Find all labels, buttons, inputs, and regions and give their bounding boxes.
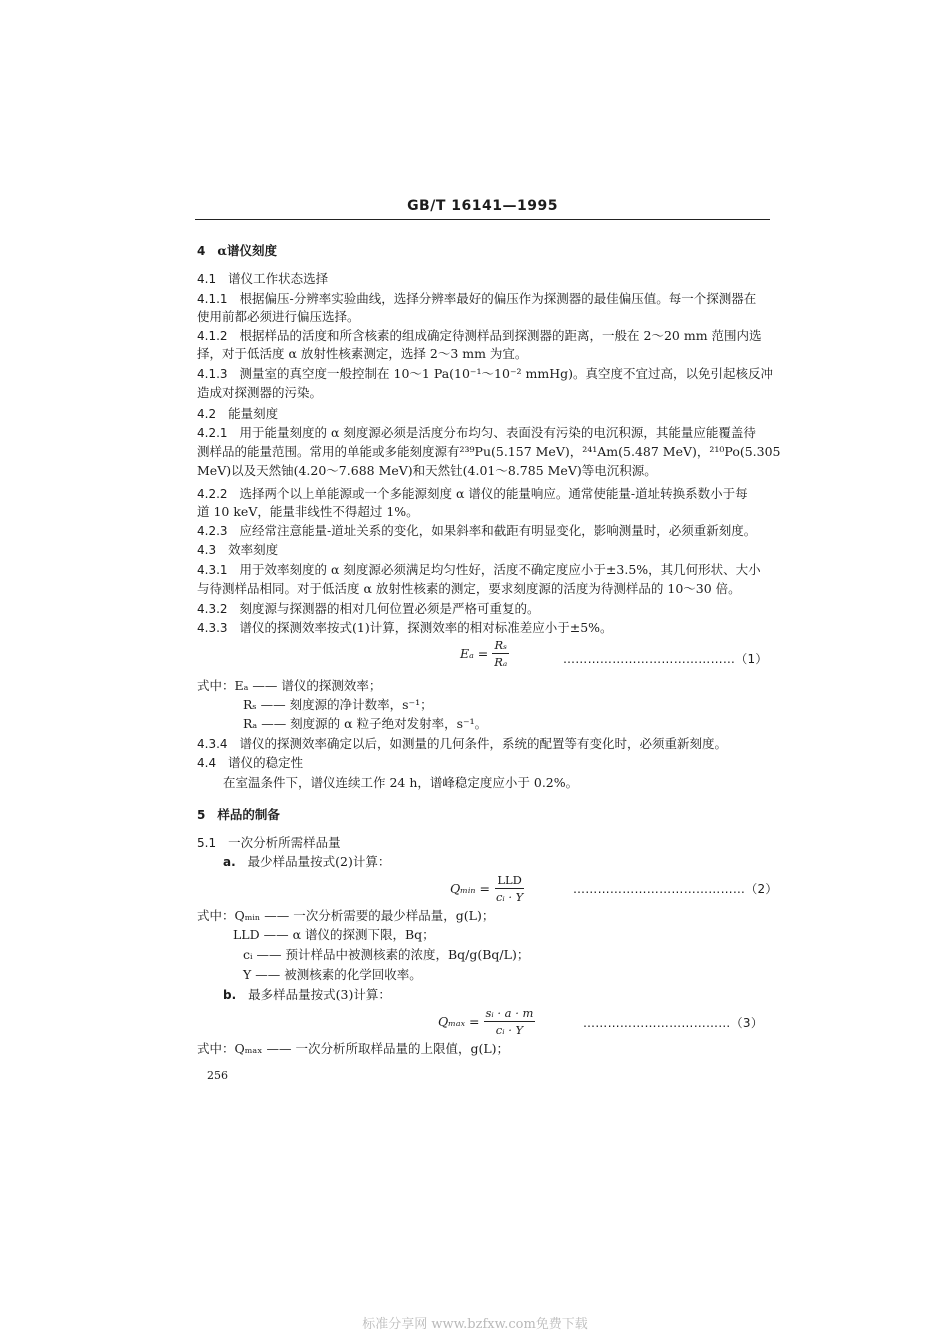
clause-4-2-2-line-1 xyxy=(197,485,777,503)
equation-number-2: ……………………………………（2） xyxy=(573,882,778,896)
formula-3 xyxy=(438,1006,535,1037)
formula-denominator: cᵢ · Y xyxy=(495,1023,524,1037)
clause-4-2-1-line-2: 测样品的能量范围。常用的单能或多能刻度源有²³⁹Pu(5.157 MeV)，²⁴¹Am(5.487 MeV)，²¹⁰Po(5.305 xyxy=(197,444,781,459)
item-text: 最多样品量按式(3)计算： xyxy=(248,987,391,1002)
standard-header: GB/T 16141—1995 xyxy=(407,198,558,214)
clause-text: 根据偏压-分辨率实验曲线，选择分辨率最好的偏压作为探测器的最佳偏压值。每一个探测器在 xyxy=(239,291,757,306)
clause-number: 4.3.3 xyxy=(197,621,228,635)
clause-4-3-3 xyxy=(197,619,777,637)
clause-text: 根据样品的活度和所含核素的组成确定待测样品到探测器的距离，一般在 2～20 mm 范围内选 xyxy=(239,328,762,343)
equation-number-3: ………………………………（3） xyxy=(583,1016,764,1030)
clause-4-3-4 xyxy=(197,735,777,753)
section-number: 5.1 xyxy=(197,836,217,850)
formula-denominator: Rₐ xyxy=(494,655,508,669)
where-2-line-4: Y —— 被测核素的化学回收率。 xyxy=(243,967,422,982)
watermark: 标准分享网 www.bzfxw.com免费下载 xyxy=(362,1317,588,1332)
item-marker: a. xyxy=(223,855,236,869)
where-2-line-3: cᵢ —— 预计样品中被测核素的浓度，Bq/g(Bq/L)； xyxy=(243,947,530,962)
section-title: 效率刻度 xyxy=(228,542,279,557)
section-4-4-heading xyxy=(197,754,777,772)
item-b xyxy=(223,986,803,1004)
item-text: 最少样品量按式(2)计算： xyxy=(247,854,391,869)
formula-denominator: cᵢ · Y xyxy=(495,890,524,904)
formula-numerator: sᵢ · a · m xyxy=(485,1006,534,1020)
clause-4-3-1-line-2: 与待测样品相同。对于低活度 α 放射性核素的测定，要求刻度源的活度为待测样品的 10～30 倍。 xyxy=(197,581,741,596)
section-number: 4.4 xyxy=(197,756,217,770)
clause-number: 4.2.3 xyxy=(197,524,228,538)
clause-4-1-1-line-2: 使用前都必须进行偏压选择。 xyxy=(197,309,360,324)
page-number: 256 xyxy=(207,1069,228,1082)
where-1-line-2: Rₛ —— 刻度源的净计数率，s⁻¹； xyxy=(243,697,433,712)
clause-4-2-1-line-1 xyxy=(197,424,777,442)
formula-numerator: LLD xyxy=(497,873,522,887)
clause-4-3-1-line-1 xyxy=(197,561,777,579)
formula-2 xyxy=(450,873,525,904)
section-4-1-heading xyxy=(197,270,777,288)
formula-numerator: Rₛ xyxy=(494,638,508,652)
section-title: 谱仪的稳定性 xyxy=(228,755,304,770)
clause-text: 用于能量刻度的 α 刻度源必须是活度分布均匀、表面没有污染的电沉积源，其能量应能覆盖待 xyxy=(239,425,756,440)
section-number: 4.2 xyxy=(197,407,217,421)
section-number: 5 xyxy=(197,808,206,822)
clause-text: 用于效率刻度的 α 刻度源必须满足均匀性好，活度不确定度应小于±3.5%，其几何形状、大小 xyxy=(239,562,761,577)
clause-4-1-2-line-2: 择，对于低活度 α 放射性核素测定，选择 2～3 mm 为宜。 xyxy=(197,346,528,361)
clause-number: 4.3.1 xyxy=(197,563,228,577)
formula-1 xyxy=(460,638,509,669)
clause-text: 应经常注意能量-道址关系的变化，如果斜率和截距有明显变化，影响测量时，必须重新刻度。 xyxy=(239,523,757,538)
section-number: 4.1 xyxy=(197,272,217,286)
formula-lhs: Qₘₐₓ = xyxy=(438,1014,480,1029)
section-title: 样品的制备 xyxy=(217,807,280,822)
section-title: 谱仪工作状态选择 xyxy=(228,271,329,286)
equation-number-1: ……………………………………（1） xyxy=(563,652,768,666)
section-5-1-heading xyxy=(197,834,777,852)
section-number: 4.3 xyxy=(197,543,217,557)
section-title: 能量刻度 xyxy=(228,406,279,421)
formula-fraction xyxy=(494,873,525,904)
clause-number: 4.1.1 xyxy=(197,292,228,306)
clause-4-1-1-line-1 xyxy=(197,290,777,308)
clause-text: 选择两个以上单能源或一个多能源刻度 α 谱仪的能量响应。通常使能量-道址转换系数小于每 xyxy=(239,486,748,501)
clause-text: 刻度源与探测器的相对几何位置必须是严格可重复的。 xyxy=(239,601,540,616)
formula-fraction xyxy=(492,638,509,669)
section-4-3-heading xyxy=(197,541,777,559)
where-1-line-3: Rₐ —— 刻度源的 α 粒子绝对发射率，s⁻¹。 xyxy=(243,716,488,731)
formula-fraction xyxy=(484,1006,536,1037)
section-4-heading xyxy=(197,242,777,260)
clause-number: 4.3.4 xyxy=(197,737,228,751)
clause-4-3-2 xyxy=(197,600,777,618)
clause-4-2-2-line-2: 道 10 keV，能量非线性不得超过 1%。 xyxy=(197,504,419,519)
clause-4-1-3-line-1 xyxy=(197,365,777,383)
clause-4-2-1-line-3: MeV)以及天然铀(4.20～7.688 MeV)和天然钍(4.01～8.785 MeV)等电沉积源。 xyxy=(197,463,657,478)
where-2-line-1: 式中：Qₘᵢₙ —— 一次分析需要的最少样品量，g(L)； xyxy=(197,908,495,923)
section-title: α谱仪刻度 xyxy=(217,243,277,258)
clause-4-1-3-line-2: 造成对探测器的污染。 xyxy=(197,385,323,400)
clause-text: 谱仪的探测效率确定以后，如测量的几何条件，系统的配置等有变化时，必须重新刻度。 xyxy=(239,736,728,751)
section-4-2-heading xyxy=(197,405,777,423)
clause-text: 测量室的真空度一般控制在 10～1 Pa(10⁻¹～10⁻² mmHg)。真空度不宜过高，以免引起核反冲 xyxy=(239,366,774,381)
clause-number: 4.1.2 xyxy=(197,329,228,343)
section-title: 一次分析所需样品量 xyxy=(228,835,341,850)
formula-lhs: Eₐ = xyxy=(460,646,489,661)
clause-4-2-3 xyxy=(197,522,777,540)
where-2-line-2: LLD —— α 谱仪的探测下限，Bq； xyxy=(233,927,435,942)
item-a xyxy=(223,853,803,871)
clause-text: 谱仪的探测效率按式(1)计算，探测效率的相对标准差应小于±5%。 xyxy=(239,620,613,635)
clause-number: 4.2.1 xyxy=(197,426,228,440)
section-5-heading xyxy=(197,806,777,824)
section-4-4-body: 在室温条件下，谱仪连续工作 24 h，谱峰稳定度应小于 0.2%。 xyxy=(223,775,579,790)
clause-number: 4.2.2 xyxy=(197,487,228,501)
section-number: 4 xyxy=(197,244,206,258)
header-rule xyxy=(195,219,770,220)
formula-lhs: Qₘᵢₙ = xyxy=(450,881,490,896)
where-1-line-1: 式中：Eₐ —— 谱仪的探测效率； xyxy=(197,678,382,693)
where-3-line-1: 式中：Qₘₐₓ —— 一次分析所取样品量的上限值，g(L)； xyxy=(197,1041,510,1056)
item-marker: b. xyxy=(223,988,237,1002)
clause-number: 4.3.2 xyxy=(197,602,228,616)
clause-4-1-2-line-1 xyxy=(197,327,777,345)
clause-number: 4.1.3 xyxy=(197,367,228,381)
